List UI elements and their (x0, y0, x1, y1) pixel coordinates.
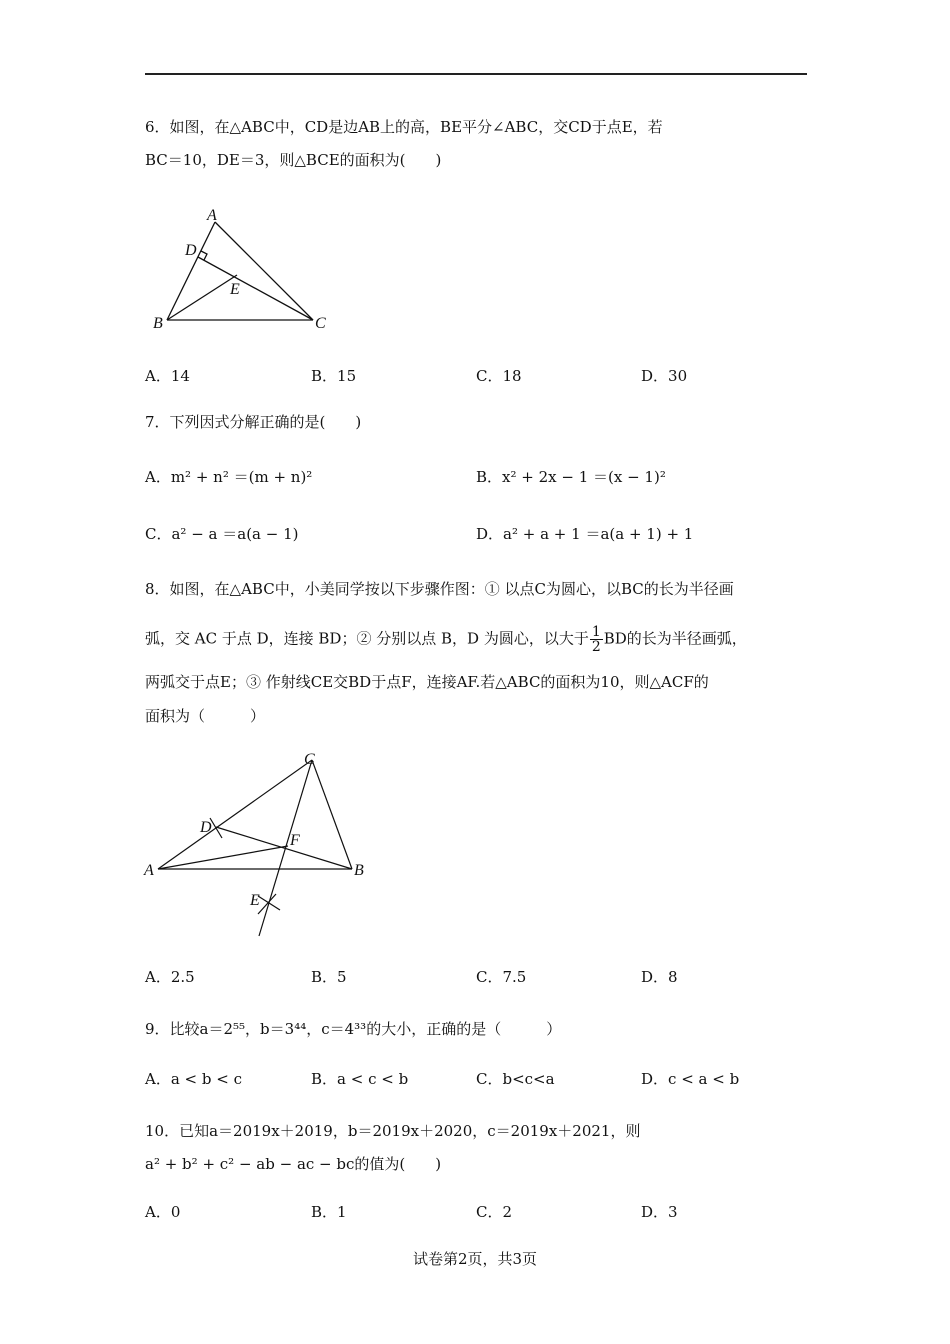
q8-label-e: E (250, 892, 260, 909)
q8-option-b: B．5 (311, 968, 347, 986)
q8-segment-af (158, 846, 288, 869)
q6-stem-line2: BC＝10，DE＝3，则△BCE的面积为( ) (145, 151, 442, 169)
q8-label-d: D (200, 819, 212, 836)
q8-stem-line1: 8．如图，在△ABC中，小美同学按以下步骤作图：① 以点C为圆心，以BC的长为半径画 (145, 580, 734, 598)
q7-stem: 7．下列因式分解正确的是( ) (145, 413, 362, 431)
q8-label-f: F (290, 832, 300, 849)
q10-option-c: C．2 (476, 1203, 513, 1221)
q6-option-b: B．15 (311, 367, 357, 385)
q6-label-a: A (207, 207, 217, 224)
q9-option-a: A．a < b < c (145, 1070, 242, 1088)
q8-side-bc (312, 760, 352, 869)
q6-label-d: D (185, 242, 197, 259)
q10-option-a: A．0 (145, 1203, 181, 1221)
q7-option-a: A．m² + n² ＝(m + n)² (145, 468, 313, 486)
q8-construction-figure (140, 748, 380, 943)
q7-option-b: B．x² + 2x − 1 ＝(x − 1)² (476, 468, 666, 486)
q8-fraction-half (590, 625, 603, 654)
q8-option-a: A．2.5 (145, 968, 195, 986)
q8-segment-bd (216, 827, 352, 869)
q8-label-b: B (354, 862, 364, 879)
q8-frac-num: 1 (591, 624, 601, 640)
q9-option-c: C．b<c<a (476, 1070, 555, 1088)
q6-label-c: C (315, 315, 326, 332)
q8-side-ac (158, 760, 312, 869)
q6-option-d: D．30 (641, 367, 688, 385)
q8-ray-ce (259, 760, 312, 936)
q7-option-d: D．a² + a + 1 ＝a(a + 1) + 1 (476, 525, 694, 543)
q8-option-c: C．7.5 (476, 968, 527, 986)
q7-option-c: C．a² − a ＝a(a − 1) (145, 525, 299, 543)
q10-option-b: B．1 (311, 1203, 347, 1221)
q8-stem-line2 (145, 625, 747, 654)
q6-side-ac (215, 222, 313, 320)
q10-option-d: D．3 (641, 1203, 678, 1221)
q9-option-b: B．a < c < b (311, 1070, 409, 1088)
q6-triangle-figure (145, 200, 345, 340)
q8-label-a: A (144, 862, 154, 879)
q6-option-a: A．14 (145, 367, 190, 385)
q8-stem-line4: 面积为（ ） (145, 707, 266, 725)
q8-frac-den: 2 (591, 639, 601, 655)
q8-arc-mark-e1 (258, 896, 280, 910)
q9-option-d: D．c < a < b (641, 1070, 740, 1088)
q8-label-c: C (304, 751, 315, 768)
q10-stem-line2: a² + b² + c² − ab − ac − bc的值为( ) (145, 1155, 442, 1173)
q6-label-e: E (230, 281, 240, 298)
header-rule (145, 73, 807, 75)
q10-stem-line1: 10．已知a＝2019x＋2019，b＝2019x＋2020，c＝2019x＋2021，则 (145, 1122, 641, 1140)
q8-line2-part2: BD的长为半径画弧， (603, 629, 747, 648)
q8-stem-line3: 两弧交于点E；③ 作射线CE交BD于点F，连接AF.若△ABC的面积为10，则△ACF的 (145, 673, 709, 691)
page-footer: 试卷第2页，共3页 (412, 1250, 538, 1268)
q6-label-b: B (153, 315, 163, 332)
q6-stem-line1: 6．如图，在△ABC中，CD是边AB上的高，BE平分∠ABC，交CD于点E，若 (145, 118, 663, 136)
q8-line2-part1: 弧，交 AC 于点 D，连接 BD；② 分别以点 B，D 为圆心，以大于 (145, 629, 589, 648)
q6-option-c: C．18 (476, 367, 522, 385)
q8-option-d: D．8 (641, 968, 678, 986)
q9-stem: 9．比较a＝2⁵⁵，b＝3⁴⁴，c＝4³³的大小，正确的是（ ） (145, 1020, 562, 1038)
